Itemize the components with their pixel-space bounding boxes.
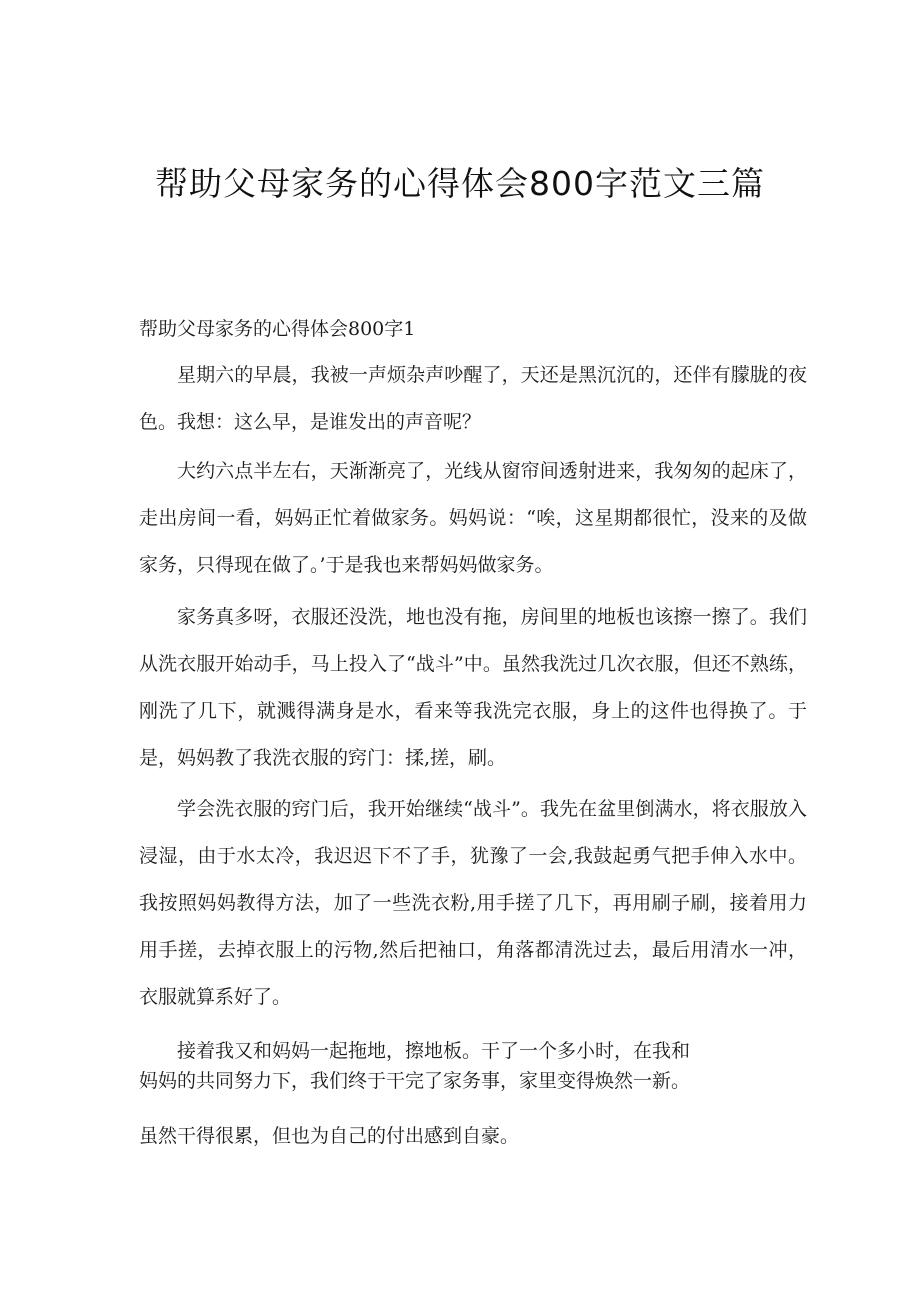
paragraph-5-line-2: 妈妈的共同努力下，我们终于干完了家务事，家里变得焕然一新。 <box>139 1070 691 1092</box>
closing-line: 虽然干得很累，但也为自己的付出感到自豪。 <box>139 1125 520 1147</box>
paragraph-4: 学会洗衣服的窍门后，我开始继续“战斗”。我先在盆里倒满水，将衣服放入浸湿，由于水太冷，我迟迟下不了手，犹豫了一会,我鼓起勇气把手伸入水中。我按照妈妈教得方法，加了一些洗衣粉,用手搓了几下，再用刷子刷，接着用力用手搓，去掉衣服上的污物,然后把袖口，角落都清洗过去，最后用清水一冲，衣服就算系好了。 <box>139 798 807 1008</box>
paragraph-2: 大约六点半左右，天渐渐亮了，光线从窗帘间透射进来，我匆匆的起床了，走出房间一看，妈妈正忙着做家务。妈妈说：“唉，这星期都很忙，没来的及做家务，只得现在做了。’于是我也来帮妈妈做家务。 <box>139 460 807 576</box>
paragraph-5 <box>139 1036 807 1096</box>
paragraph-3: 家务真多呀，衣服还没洗，地也没有拖，房间里的地板也该擦一擦了。我们从洗衣服开始动手，马上投入了“战斗”中。虽然我洗过几次衣服，但还不熟练，刚洗了几下，就溅得满身是水，看来等我洗完衣服，身上的这件也得换了。于是，妈妈教了我洗衣服的窍门：揉,搓，刷。 <box>139 606 807 769</box>
document-title: 帮助父母家务的心得体会800字范文三篇 <box>155 164 765 203</box>
section-heading: 帮助父母家务的心得体会800字1 <box>139 318 416 340</box>
paragraph-5-line-1: 接着我又和妈妈一起拖地，擦地板。干了一个多小时，在我和 <box>177 1040 691 1062</box>
paragraph-1: 星期六的早晨，我被一声烦杂声吵醒了，天还是黑沉沉的，还伴有朦胧的夜色。我想：这么早，是谁发出的声音呢？ <box>139 364 807 433</box>
